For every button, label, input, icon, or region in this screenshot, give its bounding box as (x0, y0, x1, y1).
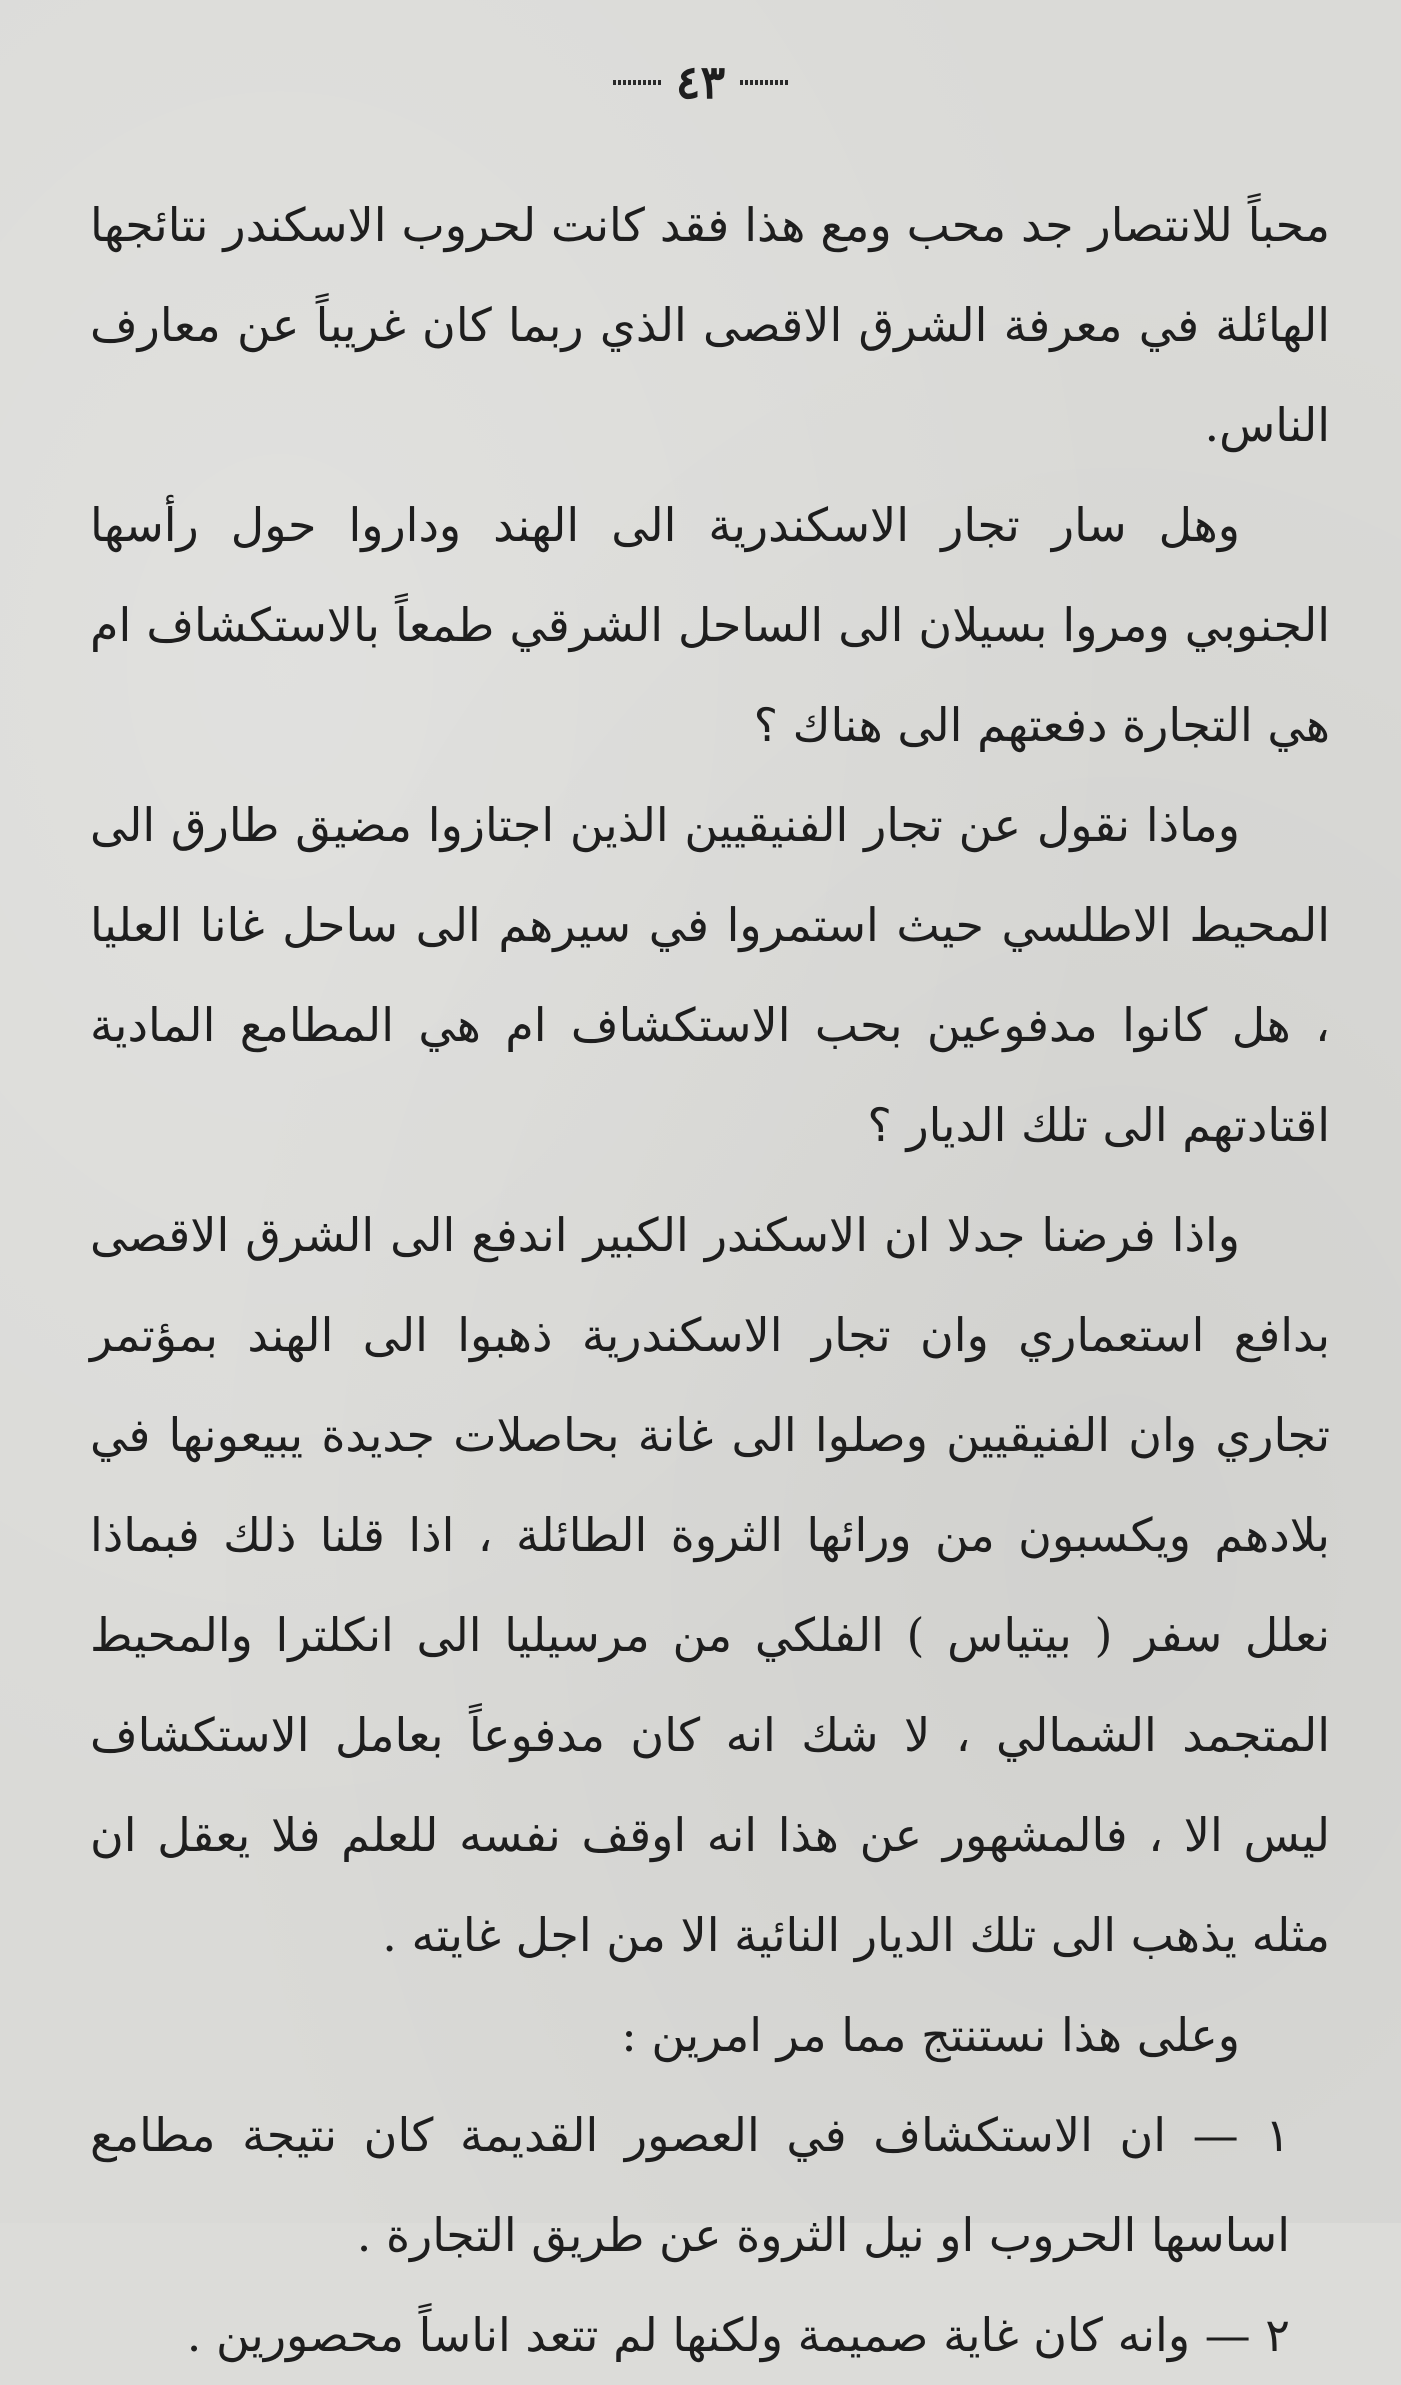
page-header (0, 56, 1401, 108)
paragraph-alexandria-merchants: وهل سار تجار الاسكندرية الى الهند وداروا حول رأسها الجنوبي ومروا بسيلان الى الساحل الشرقي طمعاً بالاستكشاف ام هي التجارة دفعتهم الى هناك ؟ (90, 498, 1330, 752)
header-rule-right (740, 80, 788, 85)
paragraph-phoenician-merchants: وماذا نقول عن تجار الفنيقيين الذين اجتازوا مضيق طارق الى المحيط الاطلسي حيث استمروا في سيرهم الى ساحل غانا العليا ، هل كانوا مدفوعين بحب الاستكشاف ام هي المطامع المادية اقتادتهم الى تلك الديار ؟ (90, 798, 1330, 1152)
header-rule-left (613, 80, 661, 85)
paragraph-pytheas: واذا فرضنا جدلا ان الاسكندر الكبير اندفع الى الشرق الاقصى بدافع استعماري وان تجار الاسكندرية ذهبوا الى الهند بمؤتمر تجاري وان الفنيقيين وصلوا الى غانة بحاصلات جديدة يبيعونها في بلادهم ويكسبون من ورائها الثروة الطائلة ، اذا قلنا ذلك فبماذا نعلل سفر ( بيتياس ) الفلكي من مرسيليا الى انكلترا والمحيط المتجمد الشمالي ، لا شك انه كان مدفوعاً بعامل الاستكشاف ليس الا ، فالمشهور عن هذا انه اوقف نفسه للعلم فلا يعقل ان مثله يذهب الى تلك الديار النائية الا من اجل غايته . (90, 1208, 1330, 1962)
page-number: ٤٣ (675, 55, 726, 109)
body-text (90, 175, 1330, 2385)
paragraph-gap (90, 1175, 1330, 1185)
paragraph-conclusion-intro: وعلى هذا نستنتج مما مر امرين : (621, 2008, 1240, 2062)
paragraph-continued: محباً للانتصار جد محب ومع هذا فقد كانت لحروب الاسكندر نتائجها الهائلة في معرفة الشرق الاقصى الذي ربما كان غريباً عن معارف الناس. (90, 198, 1330, 452)
list-item-1: ١ — ان الاستكشاف في العصور القديمة كان نتيجة مطامع اساسها الحروب او نيل الثروة عن طريق التجارة . (90, 2108, 1290, 2262)
list-item-2: ٢ — وانه كان غاية صميمة ولكنها لم تتعد اناساً محصورين . (186, 2308, 1290, 2362)
